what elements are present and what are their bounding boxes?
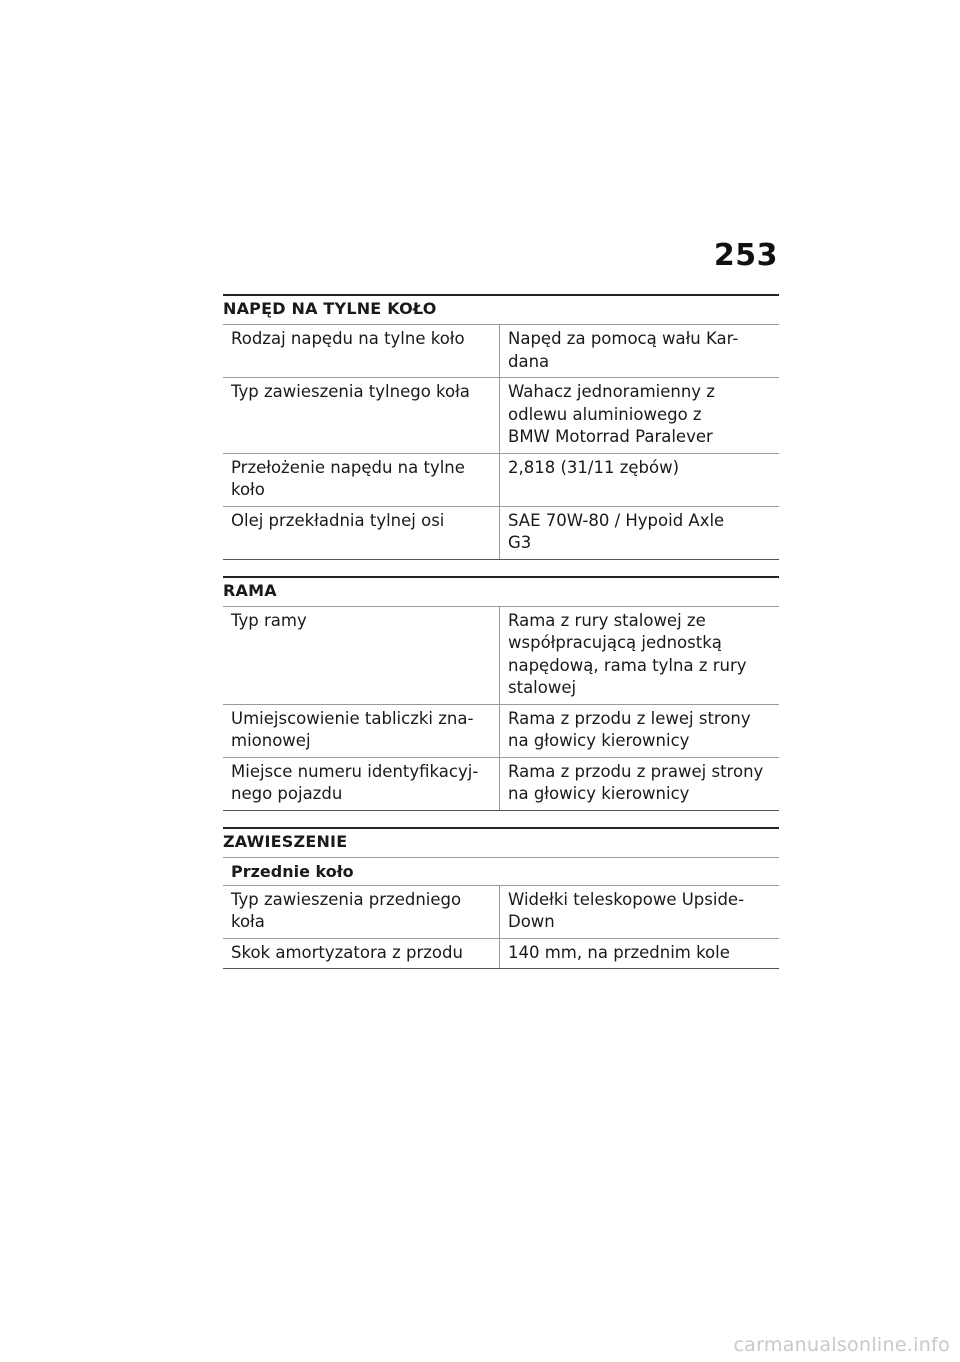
page-number: 253 xyxy=(713,238,778,273)
spec-table xyxy=(223,606,779,811)
spec-value: Wahacz jednoramienny z odlewu aluminiowego z BMW Motorrad Paralever xyxy=(500,378,780,454)
watermark: carmanualsonline.info xyxy=(733,1334,950,1356)
table-row xyxy=(223,325,779,378)
spec-label: Rodzaj napędu na tylne koło xyxy=(223,325,500,378)
spec-value: Widełki teleskopowe Upside- Down xyxy=(500,885,780,938)
section-title: NAPĘD NA TYLNE KOŁO xyxy=(223,294,779,324)
section-rear-drive xyxy=(223,294,779,560)
spec-label: Typ ramy xyxy=(223,606,500,704)
spec-table xyxy=(223,324,779,560)
spec-label: Umiejscowienie tabliczki zna- mionowej xyxy=(223,704,500,757)
spec-label: Typ zawieszenia tylnego koła xyxy=(223,378,500,454)
table-row xyxy=(223,757,779,810)
spec-label: Przełożenie napędu na tylne koło xyxy=(223,453,500,506)
spec-label: Miejsce numeru identyfikacyj- nego pojazdu xyxy=(223,757,500,810)
section-suspension xyxy=(223,827,779,970)
table-row xyxy=(223,453,779,506)
spec-table xyxy=(223,885,779,970)
spec-content xyxy=(223,294,779,985)
table-row xyxy=(223,704,779,757)
section-frame xyxy=(223,576,779,811)
spec-value: 2,818 (31/11 zębów) xyxy=(500,453,780,506)
spec-label: Skok amortyzatora z przodu xyxy=(223,938,500,969)
spec-label: Typ zawieszenia przedniego koła xyxy=(223,885,500,938)
spec-value: Rama z rury stalowej ze współpracującą jednostką napędową, rama tylna z rury stalowej xyxy=(500,606,780,704)
spec-value: Napęd za pomocą wału Kar- dana xyxy=(500,325,780,378)
spec-value: Rama z przodu z prawej strony na głowicy kierownicy xyxy=(500,757,780,810)
table-row xyxy=(223,378,779,454)
spec-value: SAE 70W-80 / Hypoid Axle G3 xyxy=(500,506,780,559)
spec-label: Olej przekładnia tylnej osi xyxy=(223,506,500,559)
table-row xyxy=(223,506,779,559)
table-row xyxy=(223,938,779,969)
spec-value: Rama z przodu z lewej strony na głowicy kierownicy xyxy=(500,704,780,757)
subsection-title: Przednie koło xyxy=(223,857,779,885)
spec-value: 140 mm, na przednim kole xyxy=(500,938,780,969)
section-title: ZAWIESZENIE xyxy=(223,827,779,857)
section-title: RAMA xyxy=(223,576,779,606)
table-row xyxy=(223,885,779,938)
table-row xyxy=(223,606,779,704)
